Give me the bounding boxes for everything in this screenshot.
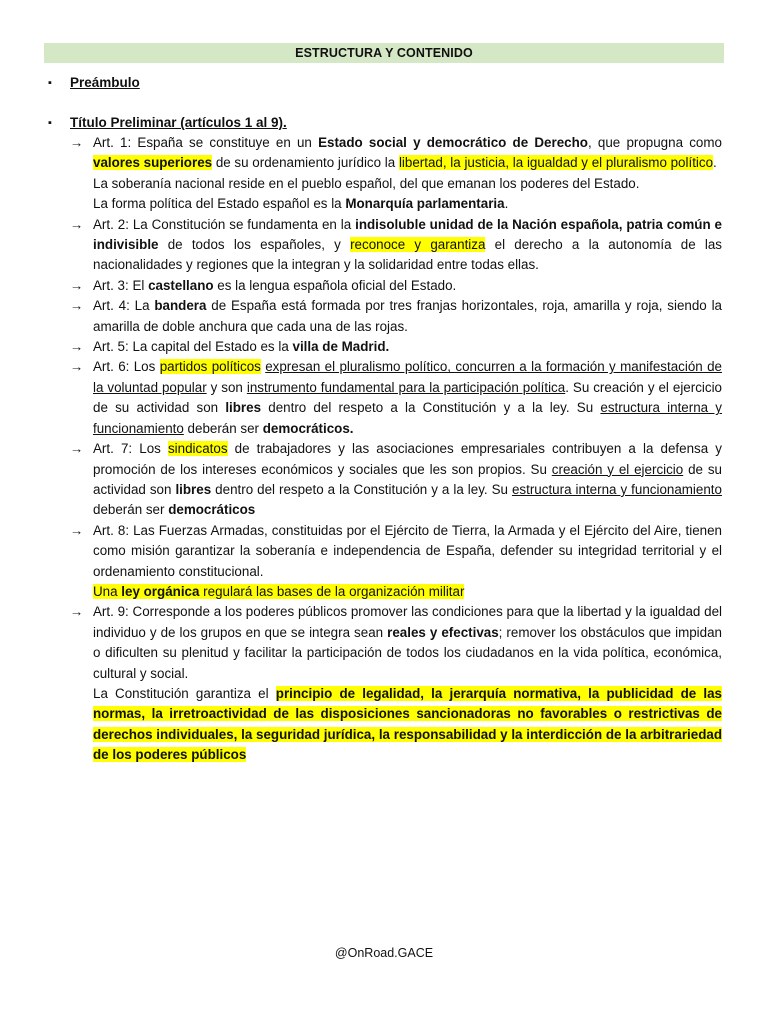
text: regulará las bases de la organización militar <box>199 583 465 599</box>
text-bold: democráticos <box>168 502 256 518</box>
text: Art. 4: La <box>93 298 155 314</box>
text-bold: libres <box>225 400 262 416</box>
text-underline: estructura interna y funcionamiento <box>93 400 723 436</box>
section-titulo-preliminar: Título Preliminar (artículos 1 al 9). <box>70 115 287 130</box>
text: . <box>504 196 509 212</box>
text-highlight <box>93 584 464 599</box>
arrow-icon: → <box>70 216 84 232</box>
text-bold: castellano <box>148 277 214 293</box>
text-highlight: valores superiores <box>93 155 213 171</box>
article-4 <box>70 296 722 337</box>
text: de España está formada por tres franjas horizontales, roja, amarilla y roja, siendo la amarilla de doble anchura que cada una de las rojas. <box>93 298 722 334</box>
article-3 <box>70 276 722 296</box>
article-2 <box>70 215 722 276</box>
arrow-icon: → <box>70 522 84 538</box>
text-underline: expresan el pluralismo político, concurren a la formación y manifestación de la voluntad popular <box>93 359 722 395</box>
text: Art. 5: La capital del Estado es la <box>93 339 293 355</box>
article-6 <box>70 357 722 439</box>
text: La Constitución garantiza el <box>93 685 276 701</box>
arrow-icon: → <box>70 359 84 375</box>
article-5 <box>70 337 722 357</box>
text-underline: creación y el ejercicio <box>551 461 684 477</box>
text: y son <box>206 379 247 395</box>
article-1-paragraph <box>70 194 722 214</box>
bullet-icon: ▪ <box>48 117 52 129</box>
article-9-paragraph <box>70 684 722 766</box>
text: . <box>713 155 717 171</box>
text-highlight: reconoce y garantiza <box>350 237 486 253</box>
article-1-paragraph: La soberanía nacional reside en el pueblo español, del que emanan los poderes del Estado. <box>93 175 640 191</box>
text: Art. 2: La Constitución se fundamenta en la <box>93 216 356 232</box>
text: Una <box>93 583 122 599</box>
text-bold: villa de Madrid. <box>292 339 390 355</box>
text: , que propugna como <box>587 135 722 150</box>
article-8-paragraph <box>70 582 722 602</box>
arrow-icon: → <box>70 339 84 355</box>
text-bold: Estado social y democrático de Derecho <box>318 135 588 150</box>
text: de su actividad son <box>93 461 722 497</box>
text: . Su creación y el ejercicio de su actividad son <box>93 379 722 416</box>
bullet-icon: ▪ <box>48 77 52 89</box>
text: ; remover los obstáculos que impidan o dificulten su plenitud y facilitar la participación de todos los ciudadanos en la vida política, económica, cultural y social. <box>93 624 722 681</box>
text-highlight: sindicatos <box>167 441 228 457</box>
text: deberán ser <box>183 420 263 436</box>
article-8 <box>70 521 722 582</box>
articles-list <box>70 133 722 766</box>
text: Art. 3: El <box>93 277 149 293</box>
text: Art. 9: Corresponde a los poderes públicos promover las condiciones para que la libertad y la igualdad del individuo y de los grupos en que se integra sean <box>93 604 722 640</box>
article-9 <box>70 602 722 684</box>
text: de todos los españoles, y <box>158 237 351 253</box>
text-bold: indisoluble unidad de la Nación española, patria común e indivisible <box>93 216 722 253</box>
arrow-icon: → <box>70 441 84 457</box>
text-bold: democráticos. <box>262 420 354 436</box>
article-1 <box>70 133 722 174</box>
text: es la lengua española oficial del Estado. <box>213 277 457 293</box>
arrow-icon: → <box>70 135 84 150</box>
footer-handle: @OnRoad.GACE <box>334 946 434 960</box>
text-underline: instrumento fundamental para la participación política <box>246 379 566 395</box>
text: el derecho a la autonomía de las nacionalidades y regiones que la integran y la solidaridad entre todas ellas. <box>93 237 722 273</box>
text-bold: reales y efectivas <box>387 624 499 640</box>
text-highlight: principio de legalidad, la jerarquía normativa, la publicidad de las normas, la irretroactividad de las disposiciones sancionadoras no favorables o restrictivas de derechos individuales, la seguridad jurídica, la responsabilidad y la interdicción de la arbitrariedad de los poderes públicos <box>93 685 722 763</box>
text-underline: estructura interna y funcionamiento <box>511 481 722 497</box>
text: dentro del respeto a la Constitución y a la ley. Su <box>261 400 601 416</box>
text-bold: ley orgánica <box>121 583 200 599</box>
text-highlight: partidos políticos <box>159 359 261 375</box>
text: La forma política del Estado español es la <box>93 196 346 212</box>
section-preambulo: Preámbulo <box>70 75 140 90</box>
text: dentro del respeto a la Constitución y a la ley. Su <box>211 481 512 497</box>
arrow-icon: → <box>70 277 84 293</box>
text: de trabajadores y las asociaciones empresariales contribuyen a la defensa y promoción de los intereses económicos y sociales que les son propios. Su <box>93 441 722 477</box>
text: Art. 6: Los <box>93 359 160 375</box>
arrow-icon: → <box>70 604 84 620</box>
text-bold: Monarquía parlamentaria <box>345 196 505 212</box>
text: deberán ser <box>93 502 169 518</box>
page-title: ESTRUCTURA Y CONTENIDO <box>44 43 724 63</box>
text: Art. 8: Las Fuerzas Armadas, constituidas por el Ejército de Tierra, la Armada y el Ejército del Aire, tienen como misión garantizar la soberanía e independencia de España, defender su integridad territorial y el ordenamiento constitucional. <box>93 522 722 579</box>
text-bold: bandera <box>154 298 207 314</box>
text: Art. 1: España se constituye en un <box>93 135 319 150</box>
text-highlight: libertad, la justicia, la igualdad y el pluralismo político <box>398 155 714 171</box>
article-7 <box>70 439 722 521</box>
text-bold: libres <box>175 481 212 497</box>
text: Art. 7: Los <box>93 441 168 457</box>
arrow-icon: → <box>70 298 84 314</box>
text: de su ordenamiento jurídico la <box>212 155 399 171</box>
